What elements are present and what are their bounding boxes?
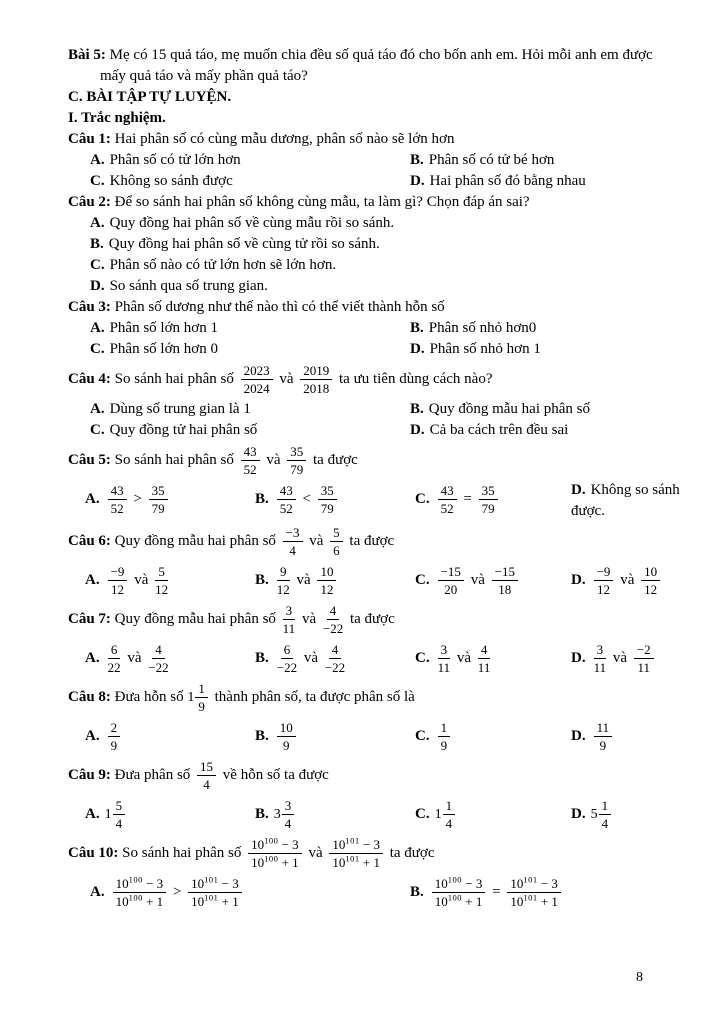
problem-text-1: Mẹ có 15 quả táo, mẹ muốn chia đều số quả táo đó cho bốn anh em. Hỏi mỗi anh em được	[109, 47, 653, 63]
numerator: 2023	[241, 363, 273, 380]
denominator: −22	[148, 660, 169, 675]
option-B: B. $\frac{43}{52}$ < $\frac{35}{79}$	[255, 480, 415, 519]
mixed-number	[591, 795, 615, 834]
problem-label: Bài 5:	[68, 47, 106, 63]
denominator: 2024	[243, 381, 270, 396]
exponent: 101	[204, 892, 219, 903]
denominator: 4	[289, 543, 296, 558]
option-label: A.	[90, 883, 105, 900]
option-C	[415, 717, 571, 756]
option-label: A.	[90, 152, 105, 168]
denominator: 4	[601, 816, 609, 831]
fraction	[438, 642, 451, 675]
numerator: $10^{101} - 3$	[188, 876, 242, 893]
denominator: 9	[110, 738, 118, 753]
fraction	[432, 876, 486, 909]
question-prompt: Câu 8: Đưa hỗn số 1 $\frac{1}{9}$ thành phân số, ta được phân số là	[68, 678, 697, 717]
denominator: $10^{101} + 1$	[191, 892, 239, 909]
option-label: D.	[571, 571, 586, 588]
exponent: 100	[447, 892, 463, 903]
fraction	[149, 483, 168, 516]
option-label: A.	[85, 727, 100, 744]
fraction	[634, 642, 654, 675]
numerator: 10	[317, 564, 336, 581]
numerator: −9	[594, 564, 614, 581]
option-C: C. $\frac{3}{11}$ và $\frac{4}{11}$	[415, 642, 491, 675]
denominator: 12	[111, 582, 125, 597]
numerator: 15	[197, 759, 216, 776]
numerator: −15	[438, 564, 464, 581]
question-label: Câu 5:	[68, 451, 111, 468]
option-label: D.	[571, 805, 586, 822]
option-C	[415, 795, 571, 834]
fraction	[317, 564, 336, 597]
option-label: B.	[410, 320, 424, 336]
option-label: B.	[255, 571, 269, 588]
mixed-number	[105, 795, 129, 834]
option-label: B.	[410, 401, 424, 417]
denominator: 12	[155, 582, 169, 597]
fraction	[282, 798, 295, 831]
numerator: 3	[283, 603, 296, 620]
question-prompt: Câu 2: Để so sánh hai phân số không cùng mẫu, ta làm gì? Chọn đáp án sai?	[68, 194, 530, 210]
option-D: D. So sánh qua số trung gian.	[90, 278, 268, 294]
numerator: $10^{101} - 3$	[507, 876, 561, 893]
mixed-number	[274, 795, 298, 834]
question-label: Câu 10:	[68, 844, 119, 861]
denominator: 2018	[303, 381, 330, 396]
option-label: B.	[255, 490, 269, 507]
option-A: A. Quy đồng hai phân số về cùng mẫu rồi so sánh.	[90, 215, 395, 231]
options	[90, 150, 697, 192]
denominator: $10^{101} + 1$	[332, 853, 380, 870]
denominator: 20	[444, 582, 458, 597]
denominator: 79	[320, 501, 334, 516]
fraction	[492, 564, 518, 597]
option-label: C.	[90, 422, 105, 438]
fraction	[438, 564, 464, 597]
question-prompt: Câu 1: Hai phân số có cùng mẫu dương, phân số nào sẽ lớn hơn	[68, 131, 455, 147]
numerator: −15	[492, 564, 518, 581]
option-label: C.	[415, 649, 430, 666]
question-6	[68, 522, 697, 600]
numerator: −3	[283, 525, 303, 542]
fraction	[108, 720, 121, 753]
option-label: D.	[571, 649, 586, 666]
denominator: 18	[498, 582, 512, 597]
option-label: B.	[255, 649, 269, 666]
denominator: −22	[276, 660, 298, 675]
denominator: 12	[276, 582, 290, 597]
numerator: $10^{100} - 3$	[248, 837, 302, 854]
numerator: 6	[108, 642, 121, 659]
option-label: B.	[410, 152, 424, 168]
option-A: A. $\frac{10^{100} - 3}{10^{100} + 1}$ > $\frac{10^{101} - 3}{10^{101} + 1}$	[90, 873, 410, 912]
numerator: 35	[479, 483, 498, 500]
numerator: 3	[282, 798, 295, 815]
question-label: Câu 3:	[68, 299, 111, 315]
question-prompt: Câu 3: Phân số dương như thế nào thì có thể viết thành hỗn số	[68, 299, 445, 315]
fraction	[641, 564, 660, 597]
numerator: 1	[443, 798, 456, 815]
problem-line-1	[68, 45, 697, 66]
option-A: A. Phân số lớn hơn 1	[90, 320, 218, 336]
exponent: 100	[128, 874, 143, 885]
option-B: B. Phân số có tử bé hơn	[410, 152, 555, 168]
numerator: 1	[195, 681, 208, 698]
numerator: 35	[287, 444, 306, 461]
option-A: A. $\frac{6}{22}$ và $\frac{4}{-22}$	[85, 642, 169, 675]
denominator: 12	[320, 582, 334, 597]
option-label: B.	[255, 727, 269, 744]
options	[90, 318, 697, 360]
option-label: A.	[90, 401, 105, 417]
numerator: 4	[478, 642, 491, 659]
options	[85, 717, 697, 756]
denominator: 79	[290, 462, 304, 477]
denominator: 6	[333, 543, 340, 558]
numerator: 9	[277, 564, 290, 581]
numerator: −2	[634, 642, 654, 659]
option-C: C. $\frac{-15}{20}$ và $\frac{-15}{18}$	[415, 561, 571, 600]
option-B: B. Phân số nhỏ hơn0	[410, 320, 537, 336]
question-prompt: Câu 10: So sánh hai phân số $\frac{10^{100} - 3}{10^{100} + 1}$ và $\frac{10^{101} - 3}{10^{101} + 1}$ ta được	[68, 835, 435, 870]
fraction	[277, 564, 290, 597]
option-A	[85, 717, 255, 756]
fraction	[594, 720, 613, 753]
exponent: 100	[128, 892, 143, 903]
option-C: C. Phân số lớn hơn 0	[90, 341, 218, 357]
option-D: D. Hai phân số đó bằng nhau	[410, 173, 586, 189]
fraction	[108, 642, 121, 675]
worksheet-content	[68, 45, 697, 912]
whole-part: 1	[104, 807, 112, 822]
denominator: 4	[203, 777, 210, 792]
denominator: 12	[644, 582, 658, 597]
option-label: C.	[90, 341, 105, 357]
option-A	[85, 795, 255, 834]
option-B: B. Quy đồng hai phân số về cùng tử rồi so sánh.	[90, 236, 380, 252]
numerator: 35	[318, 483, 337, 500]
numerator: 43	[277, 483, 296, 500]
option-label: A.	[90, 215, 105, 231]
denominator: 12	[597, 582, 611, 597]
denominator: 11	[282, 621, 296, 636]
fraction	[325, 642, 345, 675]
numerator: 11	[594, 720, 613, 737]
denominator: 22	[107, 660, 121, 675]
fraction	[277, 642, 297, 675]
fraction	[197, 759, 216, 792]
questions-list	[68, 129, 697, 912]
option-B	[255, 795, 415, 834]
exponent: 100	[264, 853, 279, 864]
denominator: 4	[284, 816, 292, 831]
question-prompt: Câu 5: So sánh hai phân số $\frac{43}{52}$ và $\frac{35}{79}$ ta được	[68, 444, 358, 477]
fraction	[599, 798, 612, 831]
fraction	[277, 483, 296, 516]
option-D: D. $\frac{-9}{12}$ và $\frac{10}{12}$	[571, 561, 697, 600]
numerator: 6	[281, 642, 294, 659]
question-label: Câu 6:	[68, 532, 111, 549]
option-B: B. $\frac{10^{100} - 3}{10^{100} + 1}$ = $\frac{10^{101} - 3}{10^{101} + 1}$	[410, 873, 697, 912]
denominator: 4	[115, 816, 123, 831]
page-number: 8	[636, 970, 643, 985]
whole-part: 1	[434, 807, 442, 822]
denominator: 11	[477, 660, 491, 675]
numerator: $10^{100} - 3$	[432, 876, 486, 893]
question-label: Câu 4:	[68, 370, 111, 387]
exponent: 101	[204, 874, 219, 885]
option-label: D.	[571, 482, 586, 498]
denominator: 4	[445, 816, 453, 831]
numerator: $10^{101} - 3$	[329, 837, 383, 854]
exponent: 101	[345, 835, 360, 846]
question-10	[68, 834, 697, 912]
exponent: 101	[345, 853, 360, 864]
option-label: C.	[415, 727, 430, 744]
denominator: $10^{101} + 1$	[510, 892, 558, 909]
denominator: $10^{100} + 1$	[251, 853, 299, 870]
fraction	[330, 525, 343, 558]
option-label: C.	[90, 173, 105, 189]
question-prompt: Câu 7: Quy đồng mẫu hai phân số $\frac{3}{11}$ và $\frac{4}{-22}$ ta được	[68, 603, 395, 636]
option-label: A.	[90, 320, 105, 336]
option-label: B.	[90, 236, 104, 252]
option-C: C. Phân số nào có tử lớn hơn sẽ lớn hơn.	[90, 257, 337, 273]
option-label: A.	[85, 649, 100, 666]
options	[90, 399, 697, 441]
numerator: 2019	[300, 363, 332, 380]
whole-part: 1	[187, 690, 195, 705]
denominator: 9	[599, 738, 607, 753]
numerator: 43	[241, 444, 260, 461]
numerator: −9	[108, 564, 128, 581]
denominator: 52	[440, 501, 454, 516]
fraction	[108, 564, 128, 597]
option-label: C.	[415, 805, 430, 822]
option-D: D. Phân số nhỏ hơn 1	[410, 341, 541, 357]
option-B: B. $\frac{9}{12}$ và $\frac{10}{12}$	[255, 561, 415, 600]
numerator: 35	[149, 483, 168, 500]
option-label: D.	[410, 173, 425, 189]
fraction	[594, 564, 614, 597]
option-label: D.	[410, 422, 425, 438]
fraction	[438, 483, 457, 516]
option-C: C. Quy đồng tử hai phân số	[90, 422, 258, 438]
mixed-number	[435, 795, 459, 834]
option-label: A.	[85, 805, 100, 822]
fraction	[148, 642, 168, 675]
option-C: C. Không so sánh được	[90, 173, 233, 189]
question-prompt: Câu 4: So sánh hai phân số $\frac{2023}{2024}$ và $\frac{2019}{2018}$ ta ưu tiên dùng cách nào?	[68, 363, 493, 396]
fraction	[188, 876, 242, 909]
fraction	[300, 363, 332, 396]
fraction	[241, 363, 273, 396]
exponent: 101	[523, 892, 538, 903]
fraction	[195, 681, 208, 714]
option-A: A. Phân số có tử lớn hơn	[90, 152, 241, 168]
options	[90, 213, 697, 297]
question-label: Câu 1:	[68, 131, 111, 147]
option-label: C.	[90, 257, 105, 273]
denominator: −22	[324, 660, 346, 675]
numerator: 5	[113, 798, 126, 815]
question-8	[68, 678, 697, 756]
numerator: 3	[594, 642, 607, 659]
denominator: 9	[198, 699, 205, 714]
option-D: D. Cả ba cách trên đều sai	[410, 422, 569, 438]
option-D	[571, 717, 697, 756]
numerator: 10	[277, 720, 296, 737]
question-4	[68, 360, 697, 441]
fraction	[443, 798, 456, 831]
question-9	[68, 756, 697, 834]
exponent: 100	[264, 835, 279, 846]
numerator: 1	[599, 798, 612, 815]
question-label: Câu 8:	[68, 688, 111, 705]
fraction	[155, 564, 168, 597]
mixed-number	[187, 678, 211, 717]
fraction	[113, 876, 167, 909]
question-2	[68, 192, 697, 297]
question-7	[68, 600, 697, 678]
option-B: B. $\frac{6}{-22}$ và $\frac{4}{-22}$	[255, 642, 346, 675]
fraction	[323, 603, 343, 636]
numerator: 3	[438, 642, 451, 659]
denominator: 11	[637, 660, 650, 675]
whole-part: 3	[273, 807, 281, 822]
numerator: 10	[641, 564, 660, 581]
option-label: D.	[90, 278, 105, 294]
fraction	[283, 603, 296, 636]
fraction	[287, 444, 306, 477]
denominator: $10^{100} + 1$	[434, 892, 483, 909]
option-D: D. $\frac{3}{11}$ và $\frac{-2}{11}$	[571, 639, 697, 678]
fraction	[329, 837, 383, 870]
fraction	[318, 483, 337, 516]
option-B	[255, 717, 415, 756]
options	[85, 795, 697, 834]
question-5	[68, 441, 697, 522]
option-label: D.	[410, 341, 425, 357]
whole-part: 5	[590, 807, 598, 822]
option-label: C.	[415, 571, 430, 588]
fraction	[113, 798, 126, 831]
exponent: 101	[523, 874, 538, 885]
denominator: 79	[481, 501, 495, 516]
subsection-heading: I. Trắc nghiệm.	[68, 110, 166, 126]
denominator: 11	[437, 660, 451, 675]
denominator: $10^{100} + 1$	[115, 892, 164, 909]
problem-statement	[68, 45, 697, 87]
numerator: 43	[108, 483, 127, 500]
numerator: 2	[108, 720, 121, 737]
denominator: −22	[322, 621, 344, 636]
fraction	[594, 642, 607, 675]
numerator: 4	[152, 642, 165, 659]
numerator: 4	[327, 603, 340, 620]
question-prompt: Câu 9: Đưa phân số $\frac{15}{4}$ về hỗn số ta được	[68, 759, 329, 792]
fraction	[248, 837, 302, 870]
problem-line-2: mấy quả táo và mấy phần quả táo?	[100, 68, 308, 84]
option-label: A.	[85, 490, 100, 507]
denominator: 52	[279, 501, 293, 516]
fraction	[241, 444, 260, 477]
options	[85, 639, 697, 678]
options	[85, 561, 697, 600]
numerator: 43	[438, 483, 457, 500]
fraction	[438, 720, 451, 753]
question-label: Câu 7:	[68, 610, 111, 627]
numerator: 1	[438, 720, 451, 737]
option-label: A.	[85, 571, 100, 588]
question-label: Câu 9:	[68, 766, 111, 783]
denominator: 79	[151, 501, 165, 516]
question-1	[68, 129, 697, 192]
question-3	[68, 297, 697, 360]
options	[85, 480, 697, 522]
option-label: B.	[410, 883, 424, 900]
fraction	[277, 720, 296, 753]
numerator: 5	[155, 564, 168, 581]
option-D	[571, 795, 697, 834]
numerator: 5	[330, 525, 343, 542]
denominator: 11	[593, 660, 607, 675]
question-label: Câu 2:	[68, 194, 111, 210]
question-prompt: Câu 6: Quy đồng mẫu hai phân số $\frac{-3}{4}$ và $\frac{5}{6}$ ta được	[68, 525, 395, 558]
denominator: 9	[283, 738, 290, 753]
denominator: 9	[440, 738, 448, 753]
numerator: $10^{100} - 3$	[113, 876, 167, 893]
option-C: C. $\frac{43}{52}$ = $\frac{35}{79}$	[415, 480, 571, 519]
fraction	[479, 483, 498, 516]
section-heading: C. BÀI TẬP TỰ LUYỆN.	[68, 89, 232, 105]
denominator: 52	[243, 462, 257, 477]
exponent: 100	[447, 874, 463, 885]
fraction	[507, 876, 561, 909]
option-A: A. Dùng số trung gian là 1	[90, 401, 251, 417]
denominator: 52	[110, 501, 124, 516]
fraction	[108, 483, 127, 516]
option-label: C.	[415, 490, 430, 507]
fraction	[478, 642, 491, 675]
option-A: A. $\frac{-9}{12}$ và $\frac{5}{12}$	[85, 564, 169, 597]
option-label: B.	[255, 805, 269, 822]
numerator: 4	[329, 642, 342, 659]
option-D: D. Không so sánh được.	[571, 482, 680, 519]
fraction	[283, 525, 303, 558]
options	[90, 873, 697, 912]
option-A: A. $\frac{43}{52}$ > $\frac{35}{79}$	[85, 480, 255, 519]
option-B: B. Quy đồng mẫu hai phân số	[410, 401, 590, 417]
option-label: D.	[571, 727, 586, 744]
